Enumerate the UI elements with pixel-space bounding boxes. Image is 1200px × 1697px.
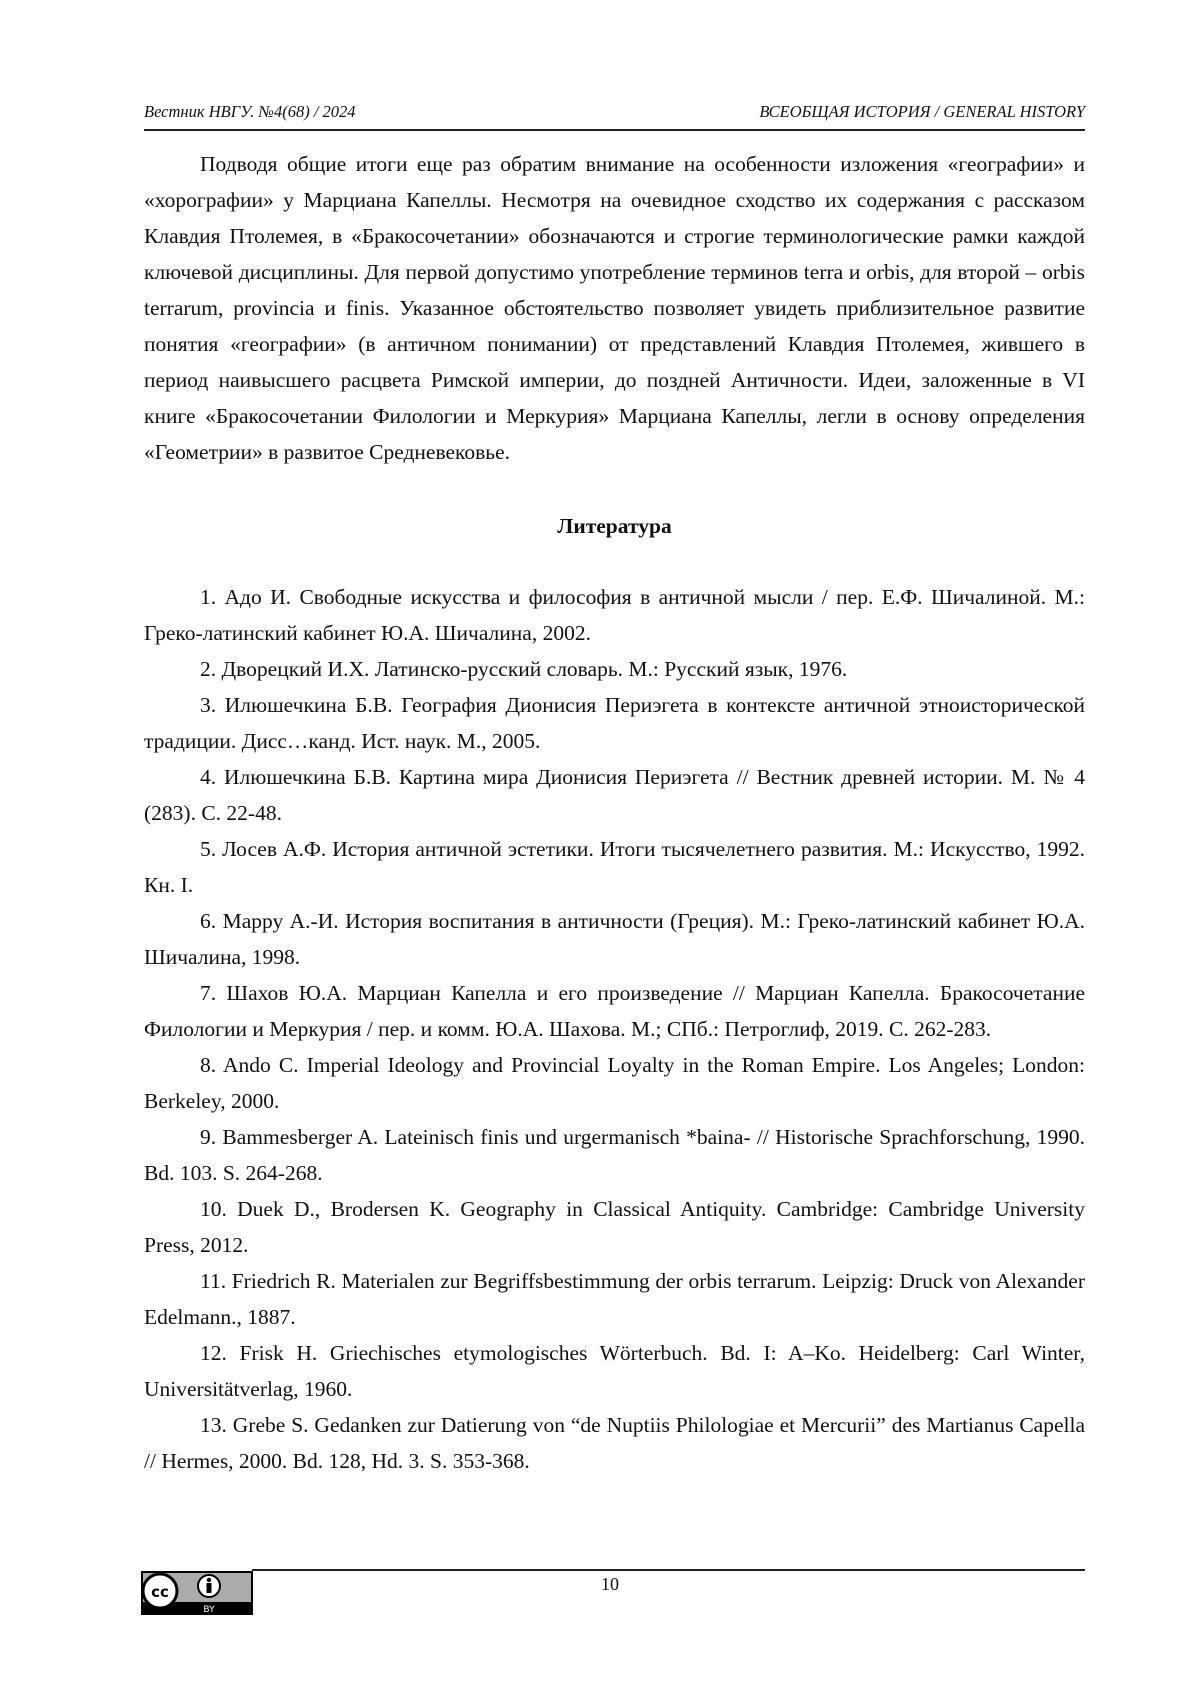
reference-item: 2. Дворецкий И.Х. Латинско-русский словарь. М.: Русский язык, 1976. [144,651,1085,687]
license-label: BY [203,1605,215,1615]
header-divider [144,129,1085,131]
reference-item: 10. Duek D., Brodersen K. Geography in Classical Antiquity. Cambridge: Cambridge University Press, 2012. [144,1191,1085,1263]
reference-item: 5. Лосев А.Ф. История античной эстетики. Итоги тысячелетнего развития. М.: Искусство, 1992. Кн. I. [144,831,1085,903]
page-body [144,146,1085,1479]
footer-divider [252,1569,1085,1571]
section-title: ВСЕОБЩАЯ ИСТОРИЯ / GENERAL HISTORY [759,102,1085,122]
svg-text:cc: cc [151,1583,169,1601]
references-heading: Литература [144,508,1085,544]
reference-item: 3. Илюшечкина Б.В. География Дионисия Периэгета в контексте античной этноисторической традиции. Дисс…канд. Ист. наук. М., 2005. [144,687,1085,759]
reference-item: 6. Марру А.-И. История воспитания в античности (Греция). М.: Греко-латинский кабинет Ю.А. Шичалина, 1998. [144,903,1085,975]
reference-item: 8. Ando C. Imperial Ideology and Provincial Loyalty in the Roman Empire. Los Angeles; London: Berkeley, 2000. [144,1047,1085,1119]
conclusion-paragraph: Подводя общие итоги еще раз обратим внимание на особенности изложения «географии» и «хорографии» у Марциана Капеллы. Несмотря на очевидное сходство их содержания с рассказом Клавдия Птолемея, в «Бракосочетании» обозначаются и строгие терминологические рамки каждой ключевой дисциплины. Для первой допустимо употребление терминов terra и orbis, для второй – orbis terrarum, provincia и finis. Указанное обстоятельство позволяет увидеть приблизительное развитие понятия «географии» (в античном понимании) от представлений Клавдия Птолемея, жившего в период наивысшего расцвета Римской империи, до поздней Античности. Идеи, заложенные в VI книге «Бракосочетании Филологии и Меркурия» Марциана Капеллы, легли в основу определения «Геометрии» в развитое Средневековье. [144,146,1085,470]
reference-item: 11. Friedrich R. Materialen zur Begriffsbestimmung der orbis terrarum. Leipzig: Druck von Alexander Edelmann., 1887. [144,1263,1085,1335]
reference-item: 1. Адо И. Свободные искусства и философия в античной мысли / пер. Е.Ф. Шичалиной. М.: Греко-латинский кабинет Ю.А. Шичалина, 2002. [144,579,1085,651]
running-header [144,102,1085,124]
cc-by-icon [141,1571,253,1615]
reference-list [144,579,1085,1479]
reference-item: 7. Шахов Ю.А. Марциан Капелла и его произведение // Марциан Капелла. Бракосочетание Филологии и Меркурия / пер. и комм. Ю.А. Шахова. М.; СПб.: Петроглиф, 2019. С. 262-283. [144,975,1085,1047]
reference-item: 9. Bammesberger A. Lateinisch finis und urgermanisch *baina- // Historische Sprachforschung, 1990. Bd. 103. S. 264-268. [144,1119,1085,1191]
reference-item: 12. Frisk H. Griechisches etymologisches Wörterbuch. Bd. I: A–Ko. Heidelberg: Carl Winter, Universitätverlag, 1960. [144,1335,1085,1407]
page-number: 10 [560,1574,660,1595]
journal-title: Вестник НВГУ. №4(68) / 2024 [144,102,356,122]
reference-item: 4. Илюшечкина Б.В. Картина мира Дионисия Периэгета // Вестник древней истории. М. № 4 (283). С. 22-48. [144,759,1085,831]
reference-item: 13. Grebe S. Gedanken zur Datierung von “de Nuptiis Philologiae et Mercurii” des Martianus Capella // Hermes, 2000. Bd. 128, Hd. 3. S. 353-368. [144,1407,1085,1479]
